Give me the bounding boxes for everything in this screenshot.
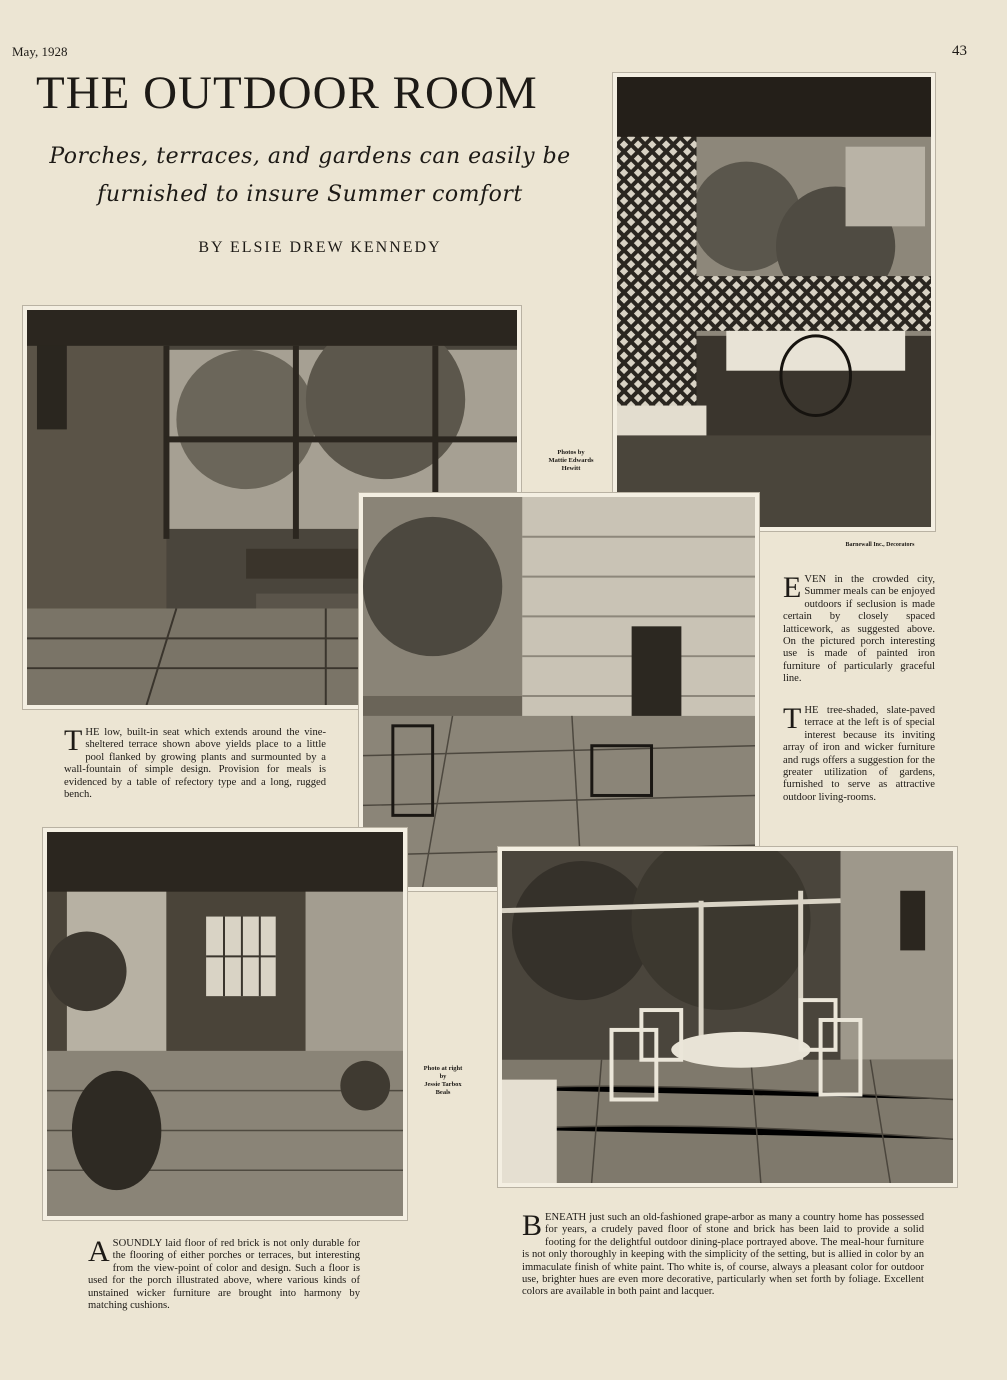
page-number: 43 bbox=[952, 43, 967, 59]
byline: BY ELSIE DREW KENNEDY bbox=[198, 239, 442, 256]
lattice-porch-image bbox=[617, 77, 931, 527]
drop-cap: B bbox=[522, 1209, 543, 1242]
caption-text: HE tree-shaded, slate-paved terrace at the left is of special interest because its inviting array of iron and wicker furniture and rugs offers a suggestion for the greater utilization of gardens, furnished to serve as attractive outdoor living-rooms. bbox=[783, 705, 935, 803]
issue-date: May, 1928 bbox=[12, 44, 68, 59]
photo-lattice-porch bbox=[612, 72, 936, 532]
caption-brick-floor bbox=[88, 1235, 360, 1312]
brick-porch-image bbox=[47, 832, 403, 1216]
grape-arbor-image bbox=[502, 851, 953, 1183]
photo-grape-arbor bbox=[497, 846, 958, 1188]
drop-cap: T bbox=[64, 724, 83, 757]
caption-text: HE low, built-in seat which extends around the vine-sheltered terrace shown above yields place to a little pool flanked by growing plants and surmounted by a wall-fountain of simple design. Provision for meals is evidenced by a table of refectory type and a long, rugged bench. bbox=[64, 727, 326, 801]
subtitle-line-2: furnished to insure Summer comfort bbox=[97, 182, 523, 207]
caption-grape-arbor bbox=[522, 1209, 924, 1299]
caption-text: ENEATH just such an old-fashioned grape-arbor as many a country home has possessed for years, a crudely paved floor of stone and brick has been laid to provide a solid footing for the delightful outdoor dining-place portrayed above. The meal-hour furniture is not only thoroughly in keeping with the simplicity of the setting, but is allied in color by an immaculate finish of white paint. Tho white is, of course, always a pleasant color for outdoor use, brighter hues are even more decorative, particularly when set forth by foliage. Excellent colors are available in both paint and lacquer. bbox=[522, 1212, 924, 1298]
credit-beals: Photo at right by Jessie Tarbox Beals bbox=[423, 1065, 463, 1096]
article-subtitle bbox=[40, 138, 580, 214]
drop-cap: E bbox=[783, 571, 802, 604]
caption-text: SOUNDLY laid floor of red brick is not only durable for the flooring of either porches or terraces, but interesting from the view-point of color and design. Such a floor is used for the porch illustrated above, where various kinds of unstained wicker furniture are brought into harmony by matching cushions. bbox=[88, 1238, 360, 1312]
photo-brick-porch bbox=[42, 827, 408, 1221]
article-title: THE OUTDOOR ROOM bbox=[36, 67, 538, 119]
caption-crowded-city bbox=[783, 571, 935, 686]
credit-barnewall: Barnewall Inc., Decorators bbox=[845, 542, 915, 548]
drop-cap: A bbox=[88, 1235, 110, 1268]
photo-slate-terrace bbox=[358, 492, 760, 892]
caption-terrace bbox=[64, 724, 326, 801]
drop-cap: T bbox=[783, 702, 802, 735]
caption-text: VEN in the crowded city, Summer meals can be enjoyed outdoors if seclusion is made certain by closely spaced latticework, as suggested above. On the pictured porch interesting use is made of painted iron furniture of particularly graceful line. bbox=[783, 574, 935, 685]
subtitle-line-1: Porches, terraces, and gardens can easily be bbox=[49, 144, 571, 169]
credit-hewitt: Photos by Mattie Edwards Hewitt bbox=[548, 449, 594, 472]
caption-slate-terrace bbox=[783, 702, 935, 804]
slate-terrace-image bbox=[363, 497, 755, 887]
